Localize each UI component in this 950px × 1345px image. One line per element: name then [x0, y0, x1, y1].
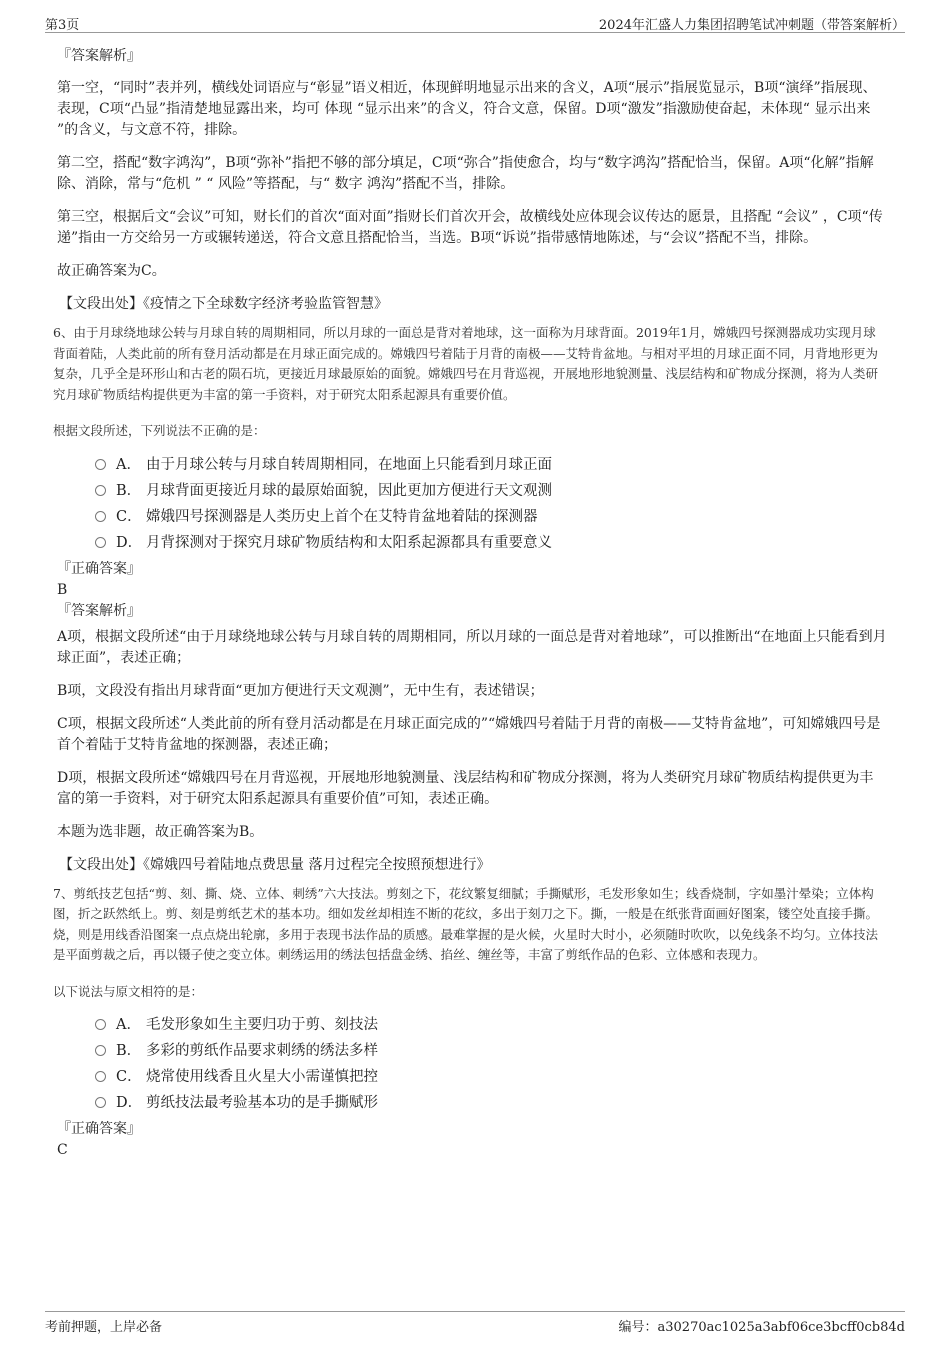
q5-analysis-para-3: 第三空，根据后文“会议”可知，财长们的首次“面对面”指财长们首次开会，故横线处应体现会议传达的愿景，且搭配 “会议” ，C项“传递”指由一方交给另一方或辗转递送，符合文意且搭配恰当，当选。B项“诉说”指带感情地陈述，与“会议”搭配不当，排除。 [57, 209, 883, 246]
q6-option-b[interactable]: B． 月球背面更接近月球的最原始面貌，因此更加方便进行天文观测 [95, 478, 887, 504]
q7-option-d[interactable]: D． 剪纸技法最考验基本功的是手撕赋形 [95, 1090, 887, 1116]
q7-option-b[interactable]: B． 多彩的剪纸作品要求刺绣的绣法多样 [95, 1038, 887, 1064]
q6-conclusion: 本题为选非题，故正确答案为B。 [57, 823, 264, 840]
q7-answer-label: 『正确答案』 [57, 1121, 141, 1137]
page-content [53, 42, 887, 1166]
q6-analysis-b: B项，文段没有指出月球背面“更加方便进行天文观测”，无中生有，表述错误； [57, 682, 544, 699]
q7-option-c[interactable]: C． 烧常使用线香且火星大小需谨慎把控 [95, 1064, 887, 1090]
q6-option-c[interactable]: C． 嫦娥四号探测器是人类历史上首个在艾特肯盆地着陆的探测器 [95, 504, 887, 530]
page-header [45, 12, 905, 33]
document-title: 2024年汇盛人力集团招聘笔试冲刺题（带答案解析） [598, 18, 905, 33]
radio-icon[interactable] [95, 1097, 106, 1108]
q5-analysis-label: 『答案解析』 [57, 48, 141, 64]
q6-analysis-c: C项，根据文段所述“人类此前的所有登月活动都是在月球正面完成的”“嫦娥四号着陆于月背的南极——艾特肯盆地”，可知嫦娥四号是首个着陆于艾特肯盆地的探测器，表述正确； [57, 715, 881, 753]
q7-options [95, 1012, 887, 1116]
radio-icon[interactable] [95, 511, 106, 522]
q5-analysis-para-2: 第二空，搭配“数字鸿沟”，B项“弥补”指把不够的部分填足，C项“弥合”指使愈合，均与“数字鸿沟”搭配恰当，保留。A项“化解”指解除、消除，常与“危机 ” “ 风险”等搭配，与“ 数字 鸿沟”搭配不当，排除。 [57, 155, 874, 192]
q6-options [95, 452, 887, 556]
q6-option-a[interactable]: A． 由于月球公转与月球自转周期相同，在地面上只能看到月球正面 [95, 452, 887, 478]
q6-analysis-label: 『答案解析』 [57, 602, 141, 619]
q6-answer-label: 『正确答案』 [57, 560, 141, 577]
q6-analysis-d: D项，根据文段所述“嫦娥四号在月背巡视，开展地形地貌测量、浅层结构和矿物成分探测，将为人类研究月球矿物质结构提供更为丰富的第一手资料，对于研究太阳系起源具有重要价值”可知，表述正确。 [57, 769, 874, 807]
radio-icon[interactable] [95, 459, 106, 470]
q7-option-a[interactable]: A． 毛发形象如生主要归功于剪、刻技法 [95, 1012, 887, 1038]
radio-icon[interactable] [95, 1071, 106, 1082]
q7-answer: C [57, 1142, 68, 1158]
q6-answer: B [57, 581, 68, 598]
page-footer [45, 1311, 905, 1336]
document-code: 编号：a30270ac1025a3abf06ce3bcff0cb84d [618, 1320, 905, 1335]
page-number: 第3页 [45, 18, 80, 33]
q6-option-d[interactable]: D． 月背探测对于探究月球矿物质结构和太阳系起源都具有重要意义 [95, 530, 887, 556]
radio-icon[interactable] [95, 1019, 106, 1030]
q6-question: 根据文段所述，下列说法不正确的是： [53, 423, 266, 438]
q6-source: 【文段出处】《嫦娥四号着陆地点费思量 落月过程完全按照预想进行》 [59, 856, 491, 873]
q5-conclusion: 故正确答案为C。 [57, 263, 166, 279]
q6-analysis-a: A项，根据文段所述“由于月球绕地球公转与月球自转的周期相同，所以月球的一面总是背对着地球”，可以推断出“在地面上只能看到月球正面”，表述正确； [57, 628, 887, 666]
q6-passage: 6、由于月球绕地球公转与月球自转的周期相同，所以月球的一面总是背对着地球，这一面称为月球背面。2019年1月，嫦娥四号探测器成功实现月球背面着陆，人类此前的所有登月活动都是在月球正面完成的。嫦娥四号着陆于月背的南极——艾特肯盆地。与相对平坦的月球正面不同，月背地形更为复杂，几乎全是环形山和古老的陨石坑，更接近月球最原始的面貌。嫦娥四号在月背巡视，开展地形地貌测量、浅层结构和矿物成分探测，将为人类研究月球矿物质结构提供更为丰富的第一手资料，对于研究太阳系起源具有重要价值。 [53, 325, 879, 402]
q7-question: 以下说法与原文相符的是： [53, 983, 204, 999]
q7-passage: 7、剪纸技艺包括“剪、刻、撕、烧、立体、刺绣”六大技法。剪刻之下，花纹繁复细腻；手撕赋形，毛发形象如生；线香烧制，字如墨汁晕染；立体构图，折之跃然纸上。剪、刻是剪纸艺术的基本功。细如发丝却相连不断的花纹，多出于刻刀之下。撕，一般是在纸张背面画好图案，镂空处直接手撕。烧，则是用线香沿图案一点点烧出轮廓，多用于表现书法作品的质感。最难掌握的是火候，火星时大时小，必须随时吹吹，以免线条不均匀。立体技法是平面剪裁之后，再以镊子使之变立体。刺绣运用的绣法包括盘金绣、掐丝、缠丝等，丰富了剪纸作品的色彩、立体感和表现力。 [53, 885, 879, 962]
footer-slogan: 考前押题，上岸必备 [45, 1320, 163, 1335]
radio-icon[interactable] [95, 485, 106, 496]
q5-analysis-para-1: 第一空，“同时”表并列，横线处词语应与“彰显”语义相近，体现鲜明地显示出来的含义，A项“展示”指展览显示，B项“演绎”指展现、表现，C项“凸显”指清楚地显露出来，均可 体现 “显示出来”的含义，符合文意，保留。D项“激发”指激励使奋起，未体现“ 显示出来 ”的含义，与文意不符，排除。 [57, 80, 877, 138]
radio-icon[interactable] [95, 1045, 106, 1056]
q5-source: 【文段出处】《疫情之下全球数字经济考验监管智慧》 [59, 296, 388, 312]
radio-icon[interactable] [95, 537, 106, 548]
